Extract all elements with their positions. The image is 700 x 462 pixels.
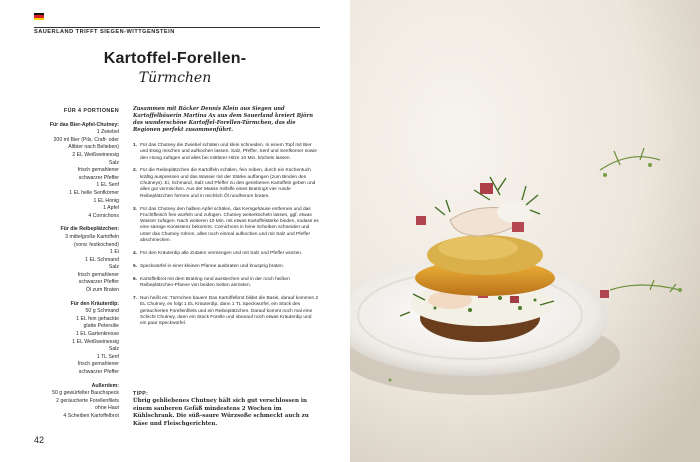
step-text: Für den Kräuterdip alle Zutaten vermengen und mit Salz und Pfeffer würzen.	[140, 250, 303, 256]
ingredient-item: Öl zum Braten	[85, 287, 119, 294]
tip-label: TIPP:	[133, 391, 149, 397]
herb-fleck	[534, 299, 537, 302]
step-number: 5.	[133, 263, 138, 269]
ingredient-item: 1 EL fein gehackte	[76, 315, 119, 322]
herb-fleck	[468, 308, 472, 312]
ingredient-item: frisch gemahlener	[77, 271, 119, 278]
step-number: 7.	[133, 295, 138, 301]
bacon-cube	[416, 216, 426, 225]
microgreen	[603, 173, 607, 177]
step-text: Für das Chutney die Zwiebel schälen und klein schneiden. In einem Topf mit Bier und Essig mischen und aufkochen lassen. Salz, Pfeffer, Senf und Senfkörner sowie den Honig zufügen und alles bei mittlerer Hitze 10 Min. köcheln lassen.	[140, 143, 317, 161]
ingredient-item: 1 Zwiebel	[96, 129, 119, 136]
ingredient-item: 1 EL Senf	[96, 182, 119, 189]
recipe-step	[133, 168, 319, 199]
ingredient-item: Salz	[108, 264, 119, 271]
header-rule	[34, 27, 320, 28]
flag-stripe-gold	[34, 18, 44, 20]
bacon-cube-on-table	[600, 290, 609, 298]
step-text: Nun heißt es: Türmchen bauen! Das Kartoffelbrot bildet die Basis, darauf kommen 2 EL Chutney, es folgt 1 EL Kräuterdip, dann 1 TL Speckwürfel, ein Stück des geräucherten Forellenfilets und ein Reibeplätzchen. Darauf kommt noch mal eine Schicht Chutney, dann ein Stück Forelle und obenauf noch etwas Kräuterdip und ein paar Speckwürfel.	[140, 295, 319, 327]
step-number: 6.	[133, 276, 138, 282]
ingredient-item: frisch gemahlener	[77, 167, 119, 174]
ingredient-item: 3 mittelgroße Kartoffeln	[65, 233, 119, 240]
ingredient-item: Salz	[108, 346, 119, 353]
step-number: 2.	[133, 168, 138, 174]
recipe-step	[133, 207, 319, 245]
ingredient-item: 1 Ei	[110, 249, 119, 256]
ingredient-item: 1 EL Schmand	[85, 256, 119, 263]
microgreen	[678, 288, 682, 292]
ingredient-group-heading: Für die Reibeplätzchen:	[60, 226, 119, 233]
step-number: 4.	[133, 250, 138, 256]
ingredient-item: 1 Apfel	[103, 205, 119, 212]
ingredient-item: 50 g gewürfelter Bauchspeck	[52, 390, 119, 397]
ingredient-item: 2 geräucherte Forellenfilets	[56, 397, 119, 404]
recipe-step	[133, 296, 319, 327]
recipe-body	[133, 106, 319, 334]
ingredient-item: (vorw. festkochend)	[74, 241, 119, 248]
page-number: 42	[34, 435, 45, 445]
step-text: Für das Chutney den halben Apfel schälen, das Kerngehäuse entfernen und das Fruchtfleisch fein würfeln und zufügen. Chutney weiterköcheln lassen, ggf. etwas Wasser zufügen. Nach weiteren 10 Min. mit etwas Kartoffelstärke binden, sodass es eine sämige Konsistenz bekommt. Cornichons in feine Scheiben schneiden und unter das Chutney rühren, alles noch einmal aufkochen und mit Salz und Pfeffer abschmecken.	[140, 206, 319, 244]
ingredient-item: 50 g Schmand	[85, 308, 119, 315]
portions-label: FÜR 4 PORTIONEN	[63, 108, 119, 114]
ingredient-item: 2 EL Weißweinessig	[72, 151, 119, 158]
step-number: 3.	[133, 206, 138, 212]
microgreen	[648, 163, 652, 167]
bacon-cube	[512, 222, 524, 232]
recipe-steps	[133, 143, 319, 327]
recipe-step	[133, 277, 319, 290]
ingredient-group-heading: Für den Kräuterdip:	[70, 300, 119, 307]
recipe-step	[133, 251, 319, 257]
recipe-title-line1: Kartoffel-Forellen-	[103, 50, 247, 67]
ingredients-column	[34, 108, 119, 421]
ingredient-item: frisch gemahlener	[77, 361, 119, 368]
ingredient-item: 4 Scheiben Kartoffelbrot	[63, 412, 119, 419]
ingredient-item: 1 EL Honig	[93, 197, 119, 204]
ingredient-item: schwarzer Pfeffer	[78, 174, 119, 181]
herb-fleck	[518, 306, 522, 310]
germany-flag-icon	[34, 13, 44, 20]
step-text: Kartoffelbrot mit dem Bratring rund ausstechen und in der noch heißen Reibeplätzchen-Pfanne von beiden Seiten anrösten.	[140, 276, 290, 289]
step-text: Speckwürfel in einer kleinen Pfanne ausbraten und knusprig braten.	[140, 263, 284, 269]
bacon-cube	[510, 296, 519, 303]
ingredient-item: 200 ml Bier (Pils, Craft- oder	[53, 136, 119, 143]
ingredient-item: schwarzer Pfeffer	[78, 369, 119, 375]
tip-text: Übrig gebliebenes Chutney hält sich gut verschlossen in einem sauberen Gefäß mindestens 2 Wochen im Kühlschrank. Die süß-saure Würzsoße schmeckt auch zu Käse und Fleischgerichten.	[133, 398, 309, 427]
food-photo-illustration	[350, 0, 700, 462]
step-number: 1.	[133, 143, 138, 148]
section-label: SAUERLAND TRIFFT SIEGEN-WITTGENSTEIN	[34, 29, 175, 35]
herb-fleck	[498, 296, 502, 300]
step-text: Für die Reibeplätzchen die Kartoffeln schälen, fein reiben, durch ein Küchentuch kräftig auspressen und das Wasser mit der Stärke auffangen (zum Binden des Chutneys). Ei, Schmand, Salz und Pfeffer zu den geriebenen Kartoffeln geben und alles gut vermischen. Aus der Masse mithilfe eines Bratrings vier runde Reibeplätzchen formen und in reichlich Öl rundherum braten.	[140, 168, 316, 199]
recipe-step	[133, 264, 319, 270]
ingredient-item: Altbier nach Belieben)	[68, 144, 119, 151]
bacon-cube	[480, 183, 493, 194]
recipe-intro: Zusammen mit Bäcker Dennis Klein aus Siegen und Kartoffelbäuerin Martina Ax aus dem Sauerland kreiert Björn das wunderschöne Kartoffel-Forellen-Türmchen, das die Regionen perfekt zusammenführt.	[133, 106, 314, 133]
microgreen	[389, 379, 392, 382]
ingredient-group-heading: Außerdem:	[91, 382, 119, 389]
ingredient-groups	[34, 122, 119, 421]
ingredient-item: 1 TL Senf	[96, 353, 119, 360]
tip-box	[133, 391, 323, 428]
ingredient-item: glatte Petersilie	[83, 323, 119, 330]
chutney-highlight	[438, 236, 518, 260]
ingredient-item: Salz	[108, 159, 119, 166]
recipe-step	[133, 143, 319, 162]
ingredient-item: ohne Haut	[95, 405, 119, 412]
ingredient-item: 1 EL Gartenkresse	[75, 331, 119, 338]
potato-trout-tower-photo	[350, 0, 700, 462]
ingredient-group-heading: Für das Bier-Apfel-Chutney:	[49, 121, 119, 128]
ingredient-item: 4 Cornichons	[88, 212, 119, 219]
ingredient-item: 1 EL Weißweinessig	[72, 338, 119, 345]
ingredient-item: 1 EL helle Senfkörner	[69, 189, 119, 196]
recipe-title-line2: Türmchen	[138, 70, 212, 86]
ingredient-item: schwarzer Pfeffer	[78, 279, 119, 286]
